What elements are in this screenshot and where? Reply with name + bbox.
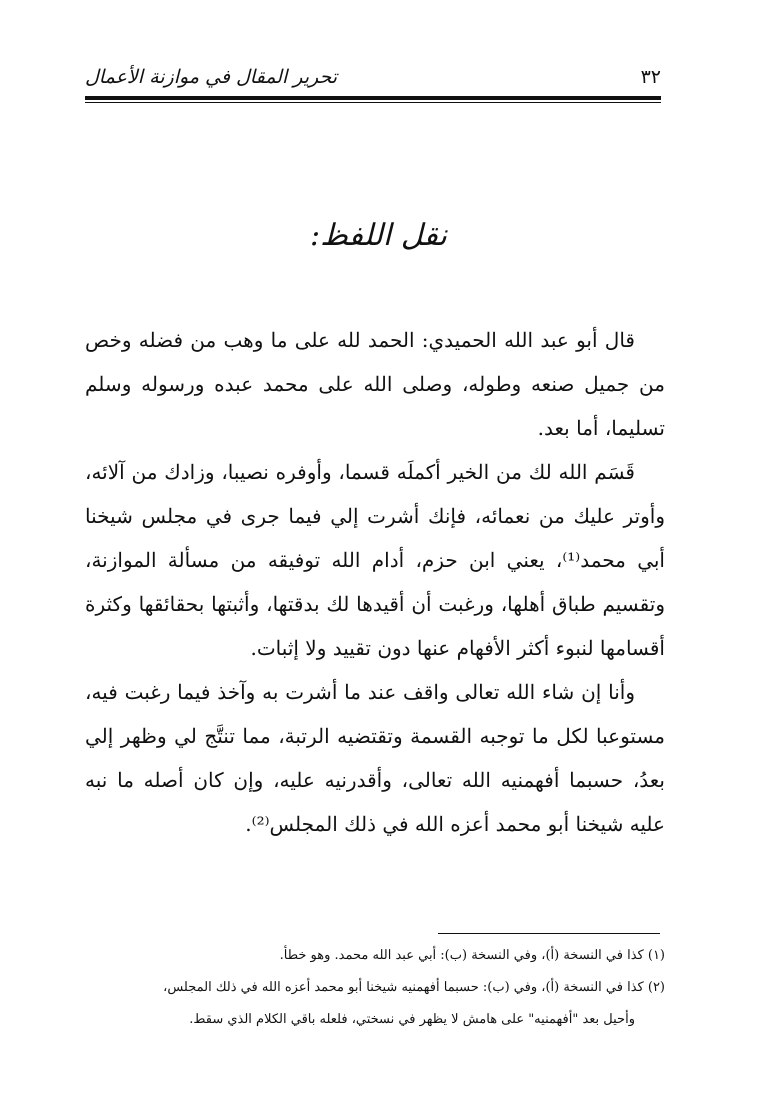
footnote-1: (١) كذا في النسخة (أ)، وفي النسخة (ب): أبي عبد الله محمد. وهو خطأ.: [279, 948, 665, 963]
paragraph: قال أبو عبد الله الحميدي: الحمد لله على ما وهب من فضله وخص من جميل صنعه وطوله، وصلى الله على محمد عبده ورسوله وسلم تسليما، أما بعد.: [85, 328, 665, 440]
paragraph: وأنا إن شاء الله تعالى واقف عند ما أشرت به وآخذ فيما رغبت فيه، مستوعبا لكل ما توجبه القسمة وتقتضيه الرتبة، مما تنتَّج لي وظهر إلي بعدُ، حسبما أفهمنيه الله تعالى، وأقدرنيه عليه، وإن كان أصله ما نبه عليه شيخنا أبو محمد أعزه الله في ذلك المجلس⁽²⁾.: [85, 680, 665, 836]
running-header: [85, 60, 661, 94]
header-rule-thick: [85, 96, 661, 100]
page-number: ٣٢: [640, 66, 661, 88]
body-text: [85, 318, 665, 846]
section-heading: نقل اللفظ:: [310, 218, 447, 253]
footnote-separator: [438, 933, 660, 934]
paragraph: قَسَم الله لك من الخير أكملَه قسما، وأوفره نصيبا، وزادك من آلائه، وأوتر عليك من نعمائه، فإنك أشرت إلي فيما جرى في مجلس شيخنا أبي محمد⁽¹⁾، يعني ابن حزم، أدام الله توفيقه من مسألة الموازنة، وتقسيم طباق أهلها، ورغبت أن أقيدها لك بدقتها، وأثبتها بحقائقها وكثرة أقسامها لنبوء أكثر الأفهام عنها دون تقييد ولا إثبات.: [85, 460, 665, 660]
footnotes: [85, 940, 665, 1036]
header-rule-thin: [85, 102, 661, 103]
footnote-2-continuation: وأحيل بعد "أفهمنيه" على هامش لا يظهر في نسختي، فلعله باقي الكلام الذي سقط.: [189, 1012, 635, 1027]
footnote-2: (٢) كذا في النسخة (أ)، وفي (ب): حسبما أفهمنيه شيخنا أبو محمد أعزه الله في ذلك المجلس،: [163, 980, 665, 995]
book-title: تحرير المقال في موازنة الأعمال: [85, 66, 338, 88]
